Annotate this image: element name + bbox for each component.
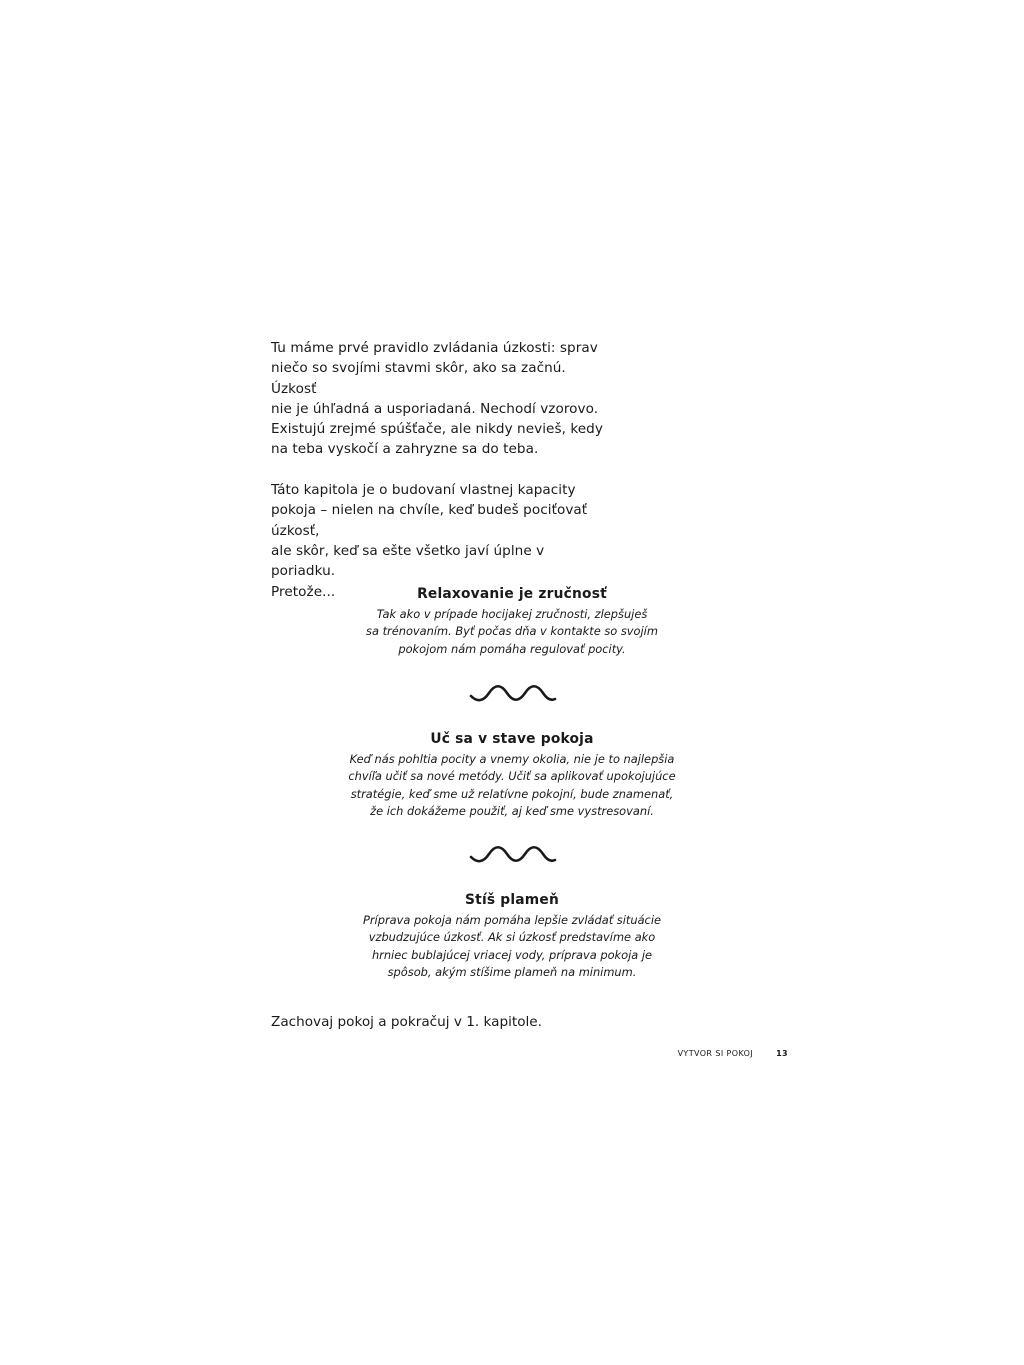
- text-line: Tak ako v prípade hocijakej zručnosti, zlepšuješ: [376, 607, 648, 621]
- section-heading: Uč sa v stave pokoja: [430, 731, 594, 747]
- text-line: na teba vyskočí a zahryzne sa do teba.: [271, 441, 539, 458]
- intro-paragraph-1: [271, 338, 611, 460]
- text-line: Tu máme prvé pravidlo zvládania úzkosti: sprav: [271, 340, 598, 356]
- section-body: [312, 912, 712, 981]
- text-line: Príprava pokoja nám pomáha lepšie zvládať situácie: [363, 913, 661, 927]
- intro-paragraph-2: [271, 480, 611, 602]
- page-footer: [600, 1048, 788, 1060]
- text-line: spôsob, akým stíšime plameň na minimum.: [387, 964, 637, 979]
- wave-icon: [468, 682, 558, 704]
- closing-line: Zachovaj pokoj a pokračuj v 1. kapitole.: [271, 1014, 542, 1030]
- text-line: sa trénovaním. Byť počas dňa v kontakte so svojím: [366, 624, 658, 639]
- text-line: vzbudzujúce úzkosť. Ak si úzkosť predstavíme ako: [368, 930, 656, 945]
- section-learn-in-calm: [312, 731, 712, 820]
- text-line: že ich dokážeme použiť, aj keď sme vystresovaní.: [370, 803, 654, 818]
- section-body: [312, 751, 712, 820]
- text-line: hrniec bublajúcej vriacej vody, príprava pokoja je: [371, 947, 653, 962]
- text-line: nie je úhľadná a usporiadaná. Nechodí vzorovo.: [271, 400, 599, 417]
- section-heading: Relaxovanie je zručnosť: [417, 586, 607, 602]
- section-relaxing-skill: [312, 586, 712, 658]
- text-line: niečo so svojími stavmi skôr, ako sa začnú. Úzkosť: [271, 360, 566, 397]
- section-heading: Stíš plameň: [465, 892, 559, 908]
- section-lower-flame: [312, 892, 712, 981]
- intro-text: [271, 338, 611, 602]
- text-line: chvíľa učiť sa nové metódy. Učiť sa aplikovať upokojujúce: [348, 769, 676, 784]
- text-line: stratégie, keď sme už relatívne pokojní, bude znamenať,: [350, 786, 674, 801]
- text-line: Táto kapitola je o budovaní vlastnej kapacity: [271, 482, 576, 499]
- section-body: [312, 606, 712, 658]
- text-line: Pretože...: [271, 583, 336, 600]
- wave-icon: [468, 843, 558, 865]
- text-line: Existujú zrejmé spúšťače, ale nikdy nevieš, kedy: [271, 421, 603, 438]
- text-line: ale skôr, keď sa ešte všetko javí úplne v poriadku.: [271, 542, 545, 580]
- text-line: Keď nás pohltia pocity a vnemy okolia, nie je to najlepšia: [349, 752, 675, 766]
- page-number: 13: [776, 1049, 788, 1058]
- text-line: pokojom nám pomáha regulovať pocity.: [398, 641, 626, 656]
- running-title: VYTVOR SI POKOJ: [677, 1049, 754, 1058]
- text-line: pokoja – nielen na chvíle, keď budeš pociťovať úzkosť,: [271, 502, 588, 539]
